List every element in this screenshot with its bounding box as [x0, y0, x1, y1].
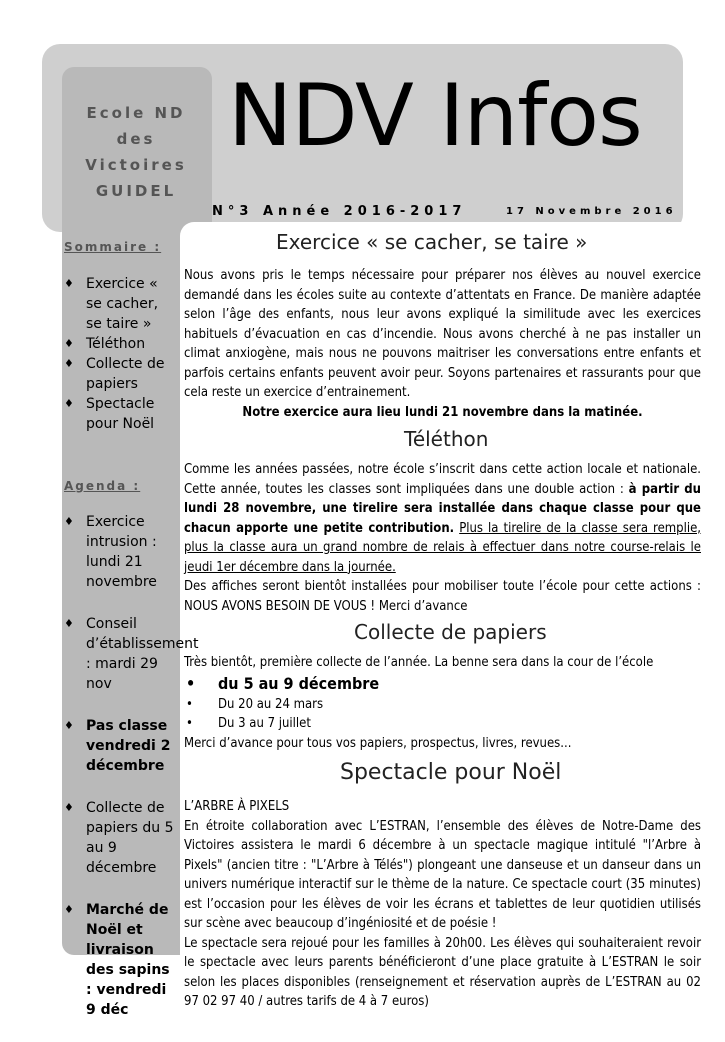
collecte-date: • du 5 au 9 décembre — [184, 673, 701, 695]
collecte-outro: Merci d’avance pour tous vos papiers, prospectus, livres, revues... — [184, 735, 572, 751]
agenda-item: ♦ Exercice intrusion : lundi 21 novembre — [64, 512, 176, 592]
spectacle-text2: Le spectacle sera rejoué pour les familles à 20h00. Les élèves qui souhaiteraient revoir le spectacle avec leurs parents bénéficieront d’une place gratuite à L’ESTRAN le soir selon les places disponibles (renseignement et réservation auprès de L’ESTRAN au 02 97 02 97 40 / autres tarifs de 4 à 7 euros) — [184, 935, 701, 1009]
summary-item[interactable]: ♦ Collecte de papiers — [64, 354, 176, 394]
telethon-paragraph — [184, 460, 701, 577]
telethon-text2: Des affiches seront bientôt installées pour mobiliser toute l’école pour cette actions : NOUS AVONS BESOIN DE VOUS ! Merci d’avance — [184, 579, 701, 614]
agenda-item: ♦ Marché de Noël et livraison des sapins : vendredi 9 déc — [64, 900, 176, 1020]
agenda-item: ♦ Collecte de papiers du 5 au 9 décembre — [64, 798, 176, 878]
telethon-underlined: Plus la tirelire de la classe sera remplie, plus la classe aura un grand nombre de relais à effectuer dans notre course-relais le jeudi 1er décembre dans la journée. — [184, 520, 702, 575]
summary-item[interactable]: ♦ Téléthon — [64, 334, 176, 354]
exercice-title: Exercice « se cacher, se taire » — [276, 230, 588, 254]
spectacle-text: En étroite collaboration avec L’ESTRAN, l’ensemble des élèves de Notre-Dame des Victoires assistera le mardi 6 décembre à un spectacle magique intitulé "l’Arbre à Pixels" (ancien titre : "L’Arbre à Télés") plongeant une danseuse et un danseur dans un univers numérique interactif sur le thème de la nature. Ce spectacle court (35 minutes) est l’occasion pour les élèves de voir les écrans et tablettes de leur quotidien utilisés sur scène avec beaucoup d’ingéniosité et de poésie ! — [184, 818, 701, 931]
exercice-body — [184, 266, 701, 422]
collecte-date: • Du 3 au 7 juillet — [184, 714, 701, 734]
spectacle-title: Spectacle pour Noël — [340, 760, 562, 785]
school-name — [72, 100, 200, 204]
exercice-text: Nous avons pris le temps nécessaire pour préparer nos élèves au nouvel exercice demandé dans les écoles suite au contexte d’attentats en France. De manière adaptée selon l’âge des enfants, nous leur avons expliqué la similitude avec les exercices habituels d’évacuation en cas d’incendie. Nous avons cherché à ne pas installer un climat anxiogène, mais nous ne pouvons maitriser les conversations entre enfants et parfois certains enfants peuvent avoir peur. Soyons partenaires et rassurants pour que cela reste un exercice d’entrainement. — [184, 268, 701, 400]
summary-item[interactable]: ♦ Spectacle pour Noël — [64, 394, 176, 434]
school-line: Ecole ND — [86, 104, 186, 122]
collecte-body — [184, 653, 701, 753]
school-line: GUIDEL — [95, 182, 177, 200]
collecte-date: • Du 20 au 24 mars — [184, 695, 701, 715]
issue-date: 17 Novembre 2016 — [506, 206, 677, 217]
school-line: Victoires — [85, 156, 187, 174]
summary-item[interactable]: ♦ Exercice « se cacher, se taire » — [64, 274, 176, 334]
school-line: des — [116, 130, 156, 148]
agenda-item: ♦ Pas classe vendredi 2 décembre — [64, 716, 176, 776]
telethon-text: Comme les années passées, notre école s’inscrit dans cette action locale et nationale. Cette année, toutes les classes sont impliquées dans une double action : — [184, 462, 701, 497]
exercice-note: Notre exercice aura lieu lundi 21 novembre dans la matinée. — [242, 404, 643, 420]
telethon-bold: à partir du lundi 28 novembre, une tirelire sera installée dans chaque classe pour que chacun apporte une petite contribution. — [184, 481, 701, 536]
collecte-title: Collecte de papiers — [354, 620, 547, 644]
spectacle-body — [184, 797, 701, 1012]
agenda-item: ♦ Conseil d’établissement : mardi 29 nov — [64, 614, 176, 694]
agenda-list — [64, 512, 199, 1042]
spectacle-subtitle: L’ARBRE À PIXELS — [184, 799, 290, 814]
agenda-heading: Agenda : — [64, 479, 141, 493]
summary-heading: Sommaire : — [64, 240, 162, 254]
newsletter-title: NDV Infos — [228, 66, 642, 166]
collecte-intro: Très bientôt, première collecte de l’année. La benne sera dans la cour de l’école — [184, 655, 654, 670]
summary-list — [64, 274, 176, 434]
collecte-dates — [184, 673, 701, 734]
telethon-body — [184, 460, 701, 616]
telethon-title: Téléthon — [404, 427, 489, 451]
issue-number: N°3 Année 2016-2017 — [212, 204, 467, 219]
